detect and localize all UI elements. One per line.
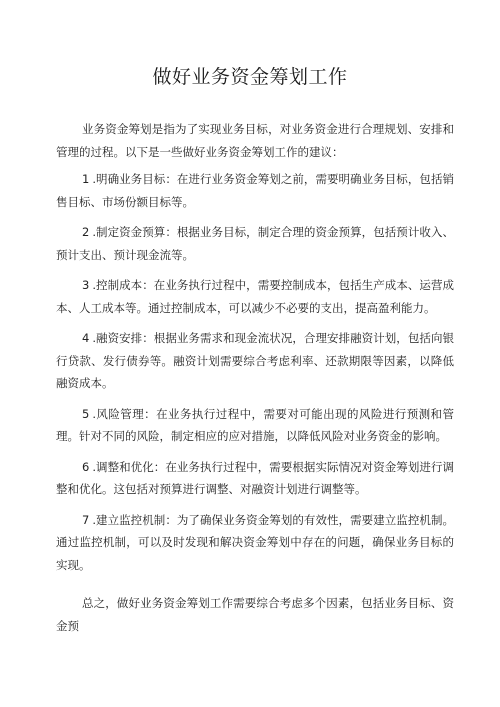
- list-item-1: [56, 168, 454, 213]
- list-item-text: .控制成本：在业务执行过程中，需要控制成本，包括生产成本、运营成本、人工成本等。通过控制成本，可以减少不必要的支出，提高盈利能力。: [56, 278, 454, 315]
- list-item-text: .制定资金预算：根据业务目标，制定合理的资金预算，包括预计收入、预计支出、预计现金流等。: [56, 225, 454, 262]
- list-item-number: 6: [82, 459, 90, 474]
- list-item-4: [56, 327, 454, 395]
- list-item-5: [56, 403, 454, 448]
- list-item-3: [56, 274, 454, 319]
- list-item-text: .调整和优化：在业务执行过程中，需要根据实际情况对资金筹划进行调整和优化。这包括对预算进行调整、对融资计划进行调整等。: [56, 459, 454, 496]
- list-item-number: 1: [82, 172, 90, 186]
- document-body: [56, 118, 454, 637]
- list-item-6: [56, 456, 454, 501]
- list-item-text: .风险管理：在业务执行过程中，需要对可能出现的风险进行预测和管理。针对不同的风险，制定相应的应对措施，以降低风险对业务资金的影响。: [56, 406, 454, 443]
- list-item-number: 3: [82, 278, 90, 292]
- list-item-text: .融资安排：根据业务需求和现金流状况，合理安排融资计划，包括向银行贷款、发行债券等。融资计划需要综合考虑利率、还款期限等因素，以降低融资成本。: [56, 331, 454, 390]
- list-item-number: 2: [82, 225, 90, 239]
- list-item-number: 5: [82, 406, 90, 421]
- conclusion-paragraph: 总之，做好业务资金筹划工作需要综合考虑多个因素，包括业务目标、资金预: [56, 596, 454, 633]
- document-title: 做好业务资金筹划工作: [152, 66, 348, 88]
- list-item-7: [56, 509, 454, 577]
- list-item-text: .建立监控机制：为了确保业务资金筹划的有效性，需要建立监控机制。通过监控机制，可以及时发现和解决资金筹划中存在的问题，确保业务目标的实现。: [56, 512, 454, 572]
- list-item-text: .明确业务目标：在进行业务资金筹划之前，需要明确业务目标，包括销售目标、市场份额目标等。: [56, 172, 454, 209]
- list-item-2: [56, 221, 454, 266]
- intro-paragraph: 业务资金筹划是指为了实现业务目标，对业务资金进行合理规划、安排和管理的过程。以下是一些做好业务资金筹划工作的建议：: [56, 122, 454, 159]
- list-item-number: 4: [82, 331, 90, 345]
- list-item-number: 7: [82, 512, 90, 527]
